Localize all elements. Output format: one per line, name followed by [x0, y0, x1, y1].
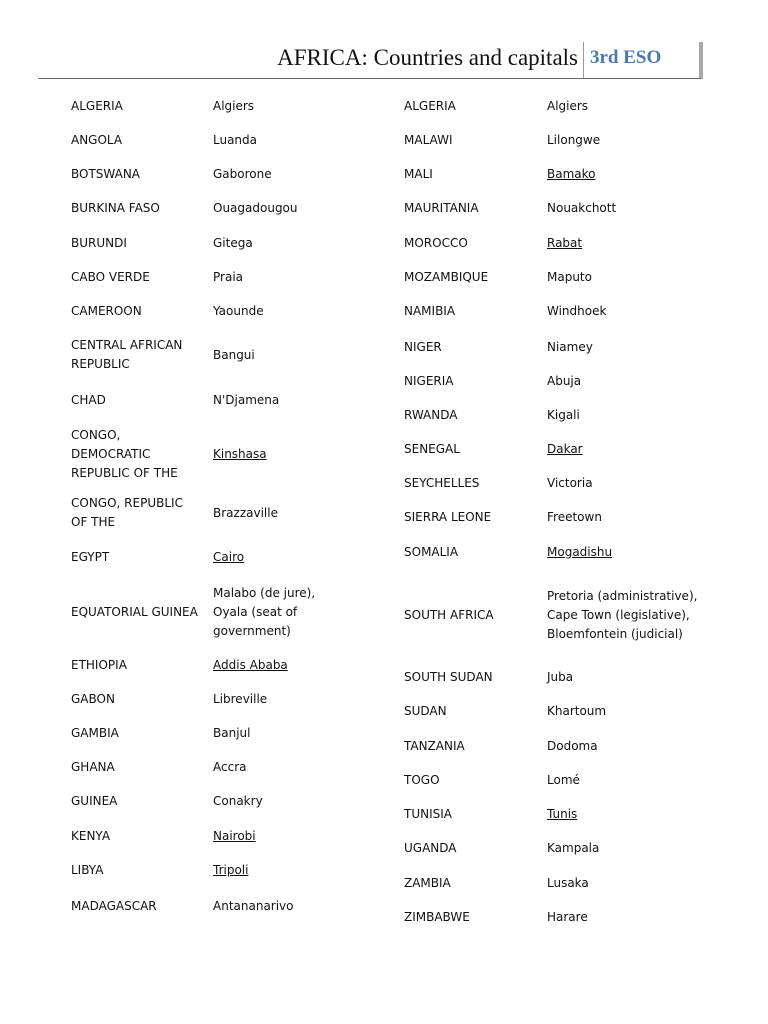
country-name-equatorial-guinea	[71, 582, 199, 642]
capital-label: Harare	[547, 909, 588, 924]
capital-name-togo	[547, 769, 707, 791]
capital-name-tanzania	[547, 735, 707, 757]
capital-label: Bamako	[547, 166, 596, 181]
country-name-gabon	[71, 688, 199, 710]
capital-label: Ouagadougou	[213, 200, 298, 215]
capital-name-gabon	[213, 688, 341, 710]
country-label: ALGERIA	[71, 98, 123, 113]
country-label: SOMALIA	[404, 544, 459, 559]
capital-name-guinea	[213, 790, 341, 812]
capital-label: Antananarivo	[213, 898, 294, 913]
country-label: ALGERIA	[404, 98, 456, 113]
capital-name-algeria	[547, 95, 707, 117]
country-name-senegal	[404, 438, 544, 460]
capital-label: Pretoria (administrative), Cape Town (legislative), Bloemfontein (judicial)	[547, 588, 698, 641]
capital-name-mali	[547, 163, 707, 185]
country-name-uganda	[404, 837, 544, 859]
capital-label: Abuja	[547, 373, 582, 388]
country-name-tunisia	[404, 803, 544, 825]
country-name-namibia	[404, 300, 544, 322]
capital-name-sierra-leone	[547, 506, 707, 528]
country-name-cameroon	[71, 300, 199, 322]
country-name-ghana	[71, 756, 199, 778]
country-name-south-sudan	[404, 666, 544, 688]
country-label: CONGO, REPUBLIC OF THE	[71, 496, 183, 529]
capital-name-mauritania	[547, 197, 707, 219]
country-label: MALAWI	[404, 132, 453, 147]
capital-label: Tripoli	[213, 862, 249, 877]
capital-name-rwanda	[547, 404, 707, 426]
country-name-guinea	[71, 790, 199, 812]
country-label: TOGO	[404, 772, 440, 787]
country-name-central-african-republic	[71, 336, 199, 374]
capital-label: Nouakchott	[547, 200, 617, 215]
capital-name-congo-republic-of-the	[213, 494, 341, 532]
capital-name-central-african-republic	[213, 336, 341, 374]
country-label: LIBYA	[71, 862, 104, 877]
capital-name-cabo-verde	[213, 266, 341, 288]
capital-label: Maputo	[547, 269, 592, 284]
country-label: ETHIOPIA	[71, 657, 127, 672]
capital-label: Lusaka	[547, 875, 589, 890]
capital-label: Gitega	[213, 235, 253, 250]
country-label: UGANDA	[404, 840, 457, 855]
capital-name-ethiopia	[213, 654, 341, 676]
capital-label: Libreville	[213, 691, 268, 706]
capital-label: Kigali	[547, 407, 580, 422]
country-name-gambia	[71, 722, 199, 744]
country-label: TUNISIA	[404, 806, 452, 821]
capital-label: Nairobi	[213, 828, 256, 843]
country-label: SENEGAL	[404, 441, 460, 456]
capital-label: Praia	[213, 269, 243, 284]
capital-name-algeria	[213, 95, 341, 117]
country-name-sierra-leone	[404, 506, 544, 528]
capital-label: Cairo	[213, 549, 245, 564]
country-name-chad	[71, 389, 199, 411]
country-name-mali	[404, 163, 544, 185]
page-title: AFRICA: Countries and capitals	[277, 45, 578, 70]
country-name-morocco	[404, 232, 544, 254]
capital-name-morocco	[547, 232, 707, 254]
capital-name-tunisia	[547, 803, 707, 825]
page-header	[0, 0, 768, 80]
country-label: EQUATORIAL GUINEA	[71, 604, 198, 619]
country-label: CENTRAL AFRICAN REPUBLIC	[71, 338, 183, 371]
header-divider	[583, 42, 584, 78]
country-label: SEYCHELLES	[404, 475, 480, 490]
country-label: MADAGASCAR	[71, 898, 157, 913]
country-label: CAMEROON	[71, 303, 142, 318]
capital-name-ghana	[213, 756, 341, 778]
capital-name-burundi	[213, 232, 341, 254]
capital-label: Juba	[547, 669, 574, 684]
capital-label: Brazzaville	[213, 505, 278, 520]
capital-label: Banjul	[213, 725, 251, 740]
country-name-angola	[71, 129, 199, 151]
country-name-sudan	[404, 700, 544, 722]
capital-label: Lomé	[547, 772, 580, 787]
country-name-ethiopia	[71, 654, 199, 676]
capital-label: Niamey	[547, 339, 593, 354]
country-label: ZAMBIA	[404, 875, 451, 890]
country-label: SOUTH AFRICA	[404, 607, 494, 622]
capital-name-botswana	[213, 163, 341, 185]
country-name-mauritania	[404, 197, 544, 219]
capital-name-uganda	[547, 837, 707, 859]
country-name-south-africa	[404, 575, 544, 655]
capital-label: Addis Ababa	[213, 657, 288, 672]
country-label: ANGOLA	[71, 132, 123, 147]
capital-label: Dakar	[547, 441, 583, 456]
country-name-zimbabwe	[404, 906, 544, 928]
country-name-tanzania	[404, 735, 544, 757]
capital-label: Kampala	[547, 840, 600, 855]
country-name-niger	[404, 336, 544, 358]
capital-label: Kinshasa	[213, 446, 267, 461]
country-name-seychelles	[404, 472, 544, 494]
capital-name-somalia	[547, 541, 707, 563]
country-label: BURKINA FASO	[71, 200, 160, 215]
capital-name-seychelles	[547, 472, 707, 494]
capital-name-cameroon	[213, 300, 341, 322]
country-name-egypt	[71, 546, 199, 568]
country-label: SOUTH SUDAN	[404, 669, 493, 684]
capital-name-nigeria	[547, 370, 707, 392]
country-name-botswana	[71, 163, 199, 185]
capital-label: Windhoek	[547, 303, 607, 318]
country-name-somalia	[404, 541, 544, 563]
country-label: MALI	[404, 166, 433, 181]
capital-label: Luanda	[213, 132, 258, 147]
header-edge-bar	[699, 42, 703, 79]
capital-label: Accra	[213, 759, 247, 774]
country-label: CONGO, DEMOCRATIC REPUBLIC OF THE	[71, 427, 178, 480]
capital-label: Gaborone	[213, 166, 272, 181]
capital-label: Yaounde	[213, 303, 264, 318]
capital-name-congo-democratic-republic-of-the	[213, 424, 341, 484]
country-label: BURUNDI	[71, 235, 127, 250]
country-name-nigeria	[404, 370, 544, 392]
country-label: GUINEA	[71, 793, 118, 808]
capital-name-burkina-faso	[213, 197, 341, 219]
capital-name-zimbabwe	[547, 906, 707, 928]
country-label: SIERRA LEONE	[404, 509, 492, 524]
country-label: GABON	[71, 691, 115, 706]
country-label: CHAD	[71, 392, 106, 407]
country-label: SUDAN	[404, 703, 447, 718]
country-label: KENYA	[71, 828, 111, 843]
capital-name-malawi	[547, 129, 707, 151]
country-name-algeria	[71, 95, 199, 117]
capital-label: Algiers	[213, 98, 255, 113]
capital-label: N'Djamena	[213, 392, 280, 407]
country-label: NAMIBIA	[404, 303, 456, 318]
capital-label: Malabo (de jure), Oyala (seat of government)	[213, 585, 316, 638]
country-name-togo	[404, 769, 544, 791]
capital-name-mozambique	[547, 266, 707, 288]
capital-label: Mogadishu	[547, 544, 613, 559]
header-rule	[38, 78, 701, 79]
course-label: 3rd ESO	[590, 47, 662, 68]
country-label: TANZANIA	[404, 738, 465, 753]
country-name-madagascar	[71, 895, 199, 917]
country-label: BOTSWANA	[71, 166, 141, 181]
country-name-algeria	[404, 95, 544, 117]
capital-name-south-africa	[547, 575, 707, 655]
capital-name-madagascar	[213, 895, 341, 917]
country-name-kenya	[71, 825, 199, 847]
capital-label: Victoria	[547, 475, 593, 490]
capital-name-chad	[213, 389, 341, 411]
country-name-libya	[71, 859, 199, 881]
capital-label: Lilongwe	[547, 132, 601, 147]
country-label: RWANDA	[404, 407, 458, 422]
country-label: ZIMBABWE	[404, 909, 470, 924]
country-label: NIGERIA	[404, 373, 454, 388]
country-label: MOROCCO	[404, 235, 468, 250]
country-name-congo-republic-of-the	[71, 494, 199, 532]
country-name-burkina-faso	[71, 197, 199, 219]
country-label: GHANA	[71, 759, 115, 774]
capital-name-south-sudan	[547, 666, 707, 688]
capital-name-niger	[547, 336, 707, 358]
country-name-rwanda	[404, 404, 544, 426]
capital-name-equatorial-guinea	[213, 582, 341, 642]
capital-label: Bangui	[213, 347, 255, 362]
capital-label: Algiers	[547, 98, 589, 113]
country-label: MOZAMBIQUE	[404, 269, 489, 284]
country-name-mozambique	[404, 266, 544, 288]
capital-label: Freetown	[547, 509, 602, 524]
country-name-congo-democratic-republic-of-the	[71, 424, 199, 484]
capital-name-egypt	[213, 546, 341, 568]
country-name-cabo-verde	[71, 266, 199, 288]
capital-label: Conakry	[213, 793, 263, 808]
capital-label: Tunis	[547, 806, 578, 821]
country-label: GAMBIA	[71, 725, 119, 740]
capital-name-senegal	[547, 438, 707, 460]
country-label: MAURITANIA	[404, 200, 479, 215]
capital-label: Rabat	[547, 235, 583, 250]
capital-name-zambia	[547, 872, 707, 894]
country-name-zambia	[404, 872, 544, 894]
capital-label: Dodoma	[547, 738, 598, 753]
country-label: EGYPT	[71, 549, 110, 564]
country-name-malawi	[404, 129, 544, 151]
country-label: CABO VERDE	[71, 269, 150, 284]
country-label: NIGER	[404, 339, 442, 354]
capital-name-angola	[213, 129, 341, 151]
capital-name-sudan	[547, 700, 707, 722]
capital-name-gambia	[213, 722, 341, 744]
country-name-burundi	[71, 232, 199, 254]
capital-label: Khartoum	[547, 703, 607, 718]
capital-name-kenya	[213, 825, 341, 847]
capital-name-namibia	[547, 300, 707, 322]
capital-name-libya	[213, 859, 341, 881]
